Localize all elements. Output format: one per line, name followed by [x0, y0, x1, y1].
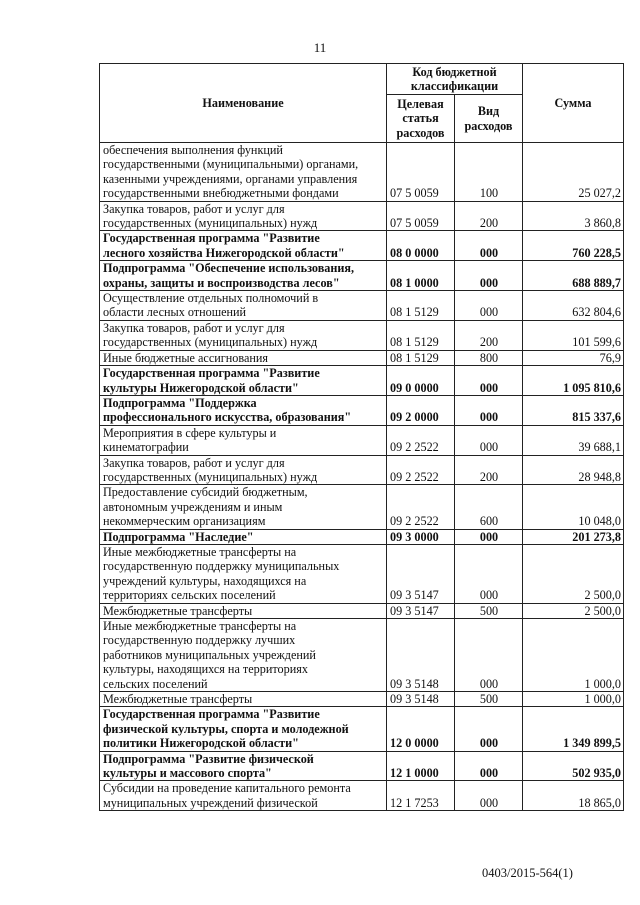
row-sum: 2 500,0: [523, 603, 624, 618]
row-expense-kind: 200: [455, 455, 523, 485]
header-expense-kind: Вид расходов: [455, 95, 523, 143]
row-name: Межбюджетные трансферты: [100, 692, 387, 707]
row-expense-kind: 500: [455, 603, 523, 618]
table-row: [100, 231, 624, 261]
row-name: Подпрограмма "Развитие физической культуры и массового спорта": [100, 751, 387, 781]
row-expense-kind: 100: [455, 143, 523, 202]
row-sum: 1 349 899,5: [523, 707, 624, 751]
row-sum: 76,9: [523, 350, 624, 365]
header-budget-code: Код бюджетной классификации: [387, 64, 523, 95]
table-row: [100, 366, 624, 396]
table-row: [100, 350, 624, 365]
row-target-article: 12 1 0000: [387, 751, 455, 781]
table-row: [100, 751, 624, 781]
row-expense-kind: 000: [455, 366, 523, 396]
row-sum: 2 500,0: [523, 544, 624, 603]
row-sum: 10 048,0: [523, 485, 624, 529]
row-name: Государственная программа "Развитие культуры Нижегородской области": [100, 366, 387, 396]
row-sum: 3 860,8: [523, 201, 624, 231]
row-expense-kind: 200: [455, 320, 523, 350]
row-target-article: 09 3 5147: [387, 544, 455, 603]
table-row: [100, 603, 624, 618]
table-row: [100, 320, 624, 350]
row-expense-kind: 000: [455, 529, 523, 544]
row-name: Иные межбюджетные трансферты на государственную поддержку лучших работников муниципальных учреждений культуры, находящихся на территориях сельских поселений: [100, 619, 387, 692]
row-sum: 688 889,7: [523, 261, 624, 291]
row-expense-kind: 000: [455, 425, 523, 455]
budget-table-body: [100, 143, 624, 811]
row-target-article: 12 1 7253: [387, 781, 455, 811]
table-row: [100, 781, 624, 811]
table-row: [100, 291, 624, 321]
row-expense-kind: 000: [455, 544, 523, 603]
row-name: Закупка товаров, работ и услуг для государственных (муниципальных) нужд: [100, 201, 387, 231]
row-expense-kind: 500: [455, 692, 523, 707]
row-sum: 1 000,0: [523, 692, 624, 707]
table-row: [100, 425, 624, 455]
row-sum: 39 688,1: [523, 425, 624, 455]
row-name: Закупка товаров, работ и услуг для государственных (муниципальных) нужд: [100, 455, 387, 485]
row-sum: 815 337,6: [523, 395, 624, 425]
row-name: Закупка товаров, работ и услуг для государственных (муниципальных) нужд: [100, 320, 387, 350]
table-row: [100, 395, 624, 425]
table-row: [100, 544, 624, 603]
row-name: Межбюджетные трансферты: [100, 603, 387, 618]
table-row: [100, 261, 624, 291]
row-target-article: 09 2 2522: [387, 455, 455, 485]
table-row: [100, 485, 624, 529]
row-name: Осуществление отдельных полномочий в области лесных отношений: [100, 291, 387, 321]
header-target-article: Целевая статья расходов: [387, 95, 455, 143]
row-expense-kind: 000: [455, 261, 523, 291]
table-row: [100, 201, 624, 231]
row-target-article: 09 0 0000: [387, 366, 455, 396]
row-target-article: 09 2 0000: [387, 395, 455, 425]
table-row: [100, 143, 624, 202]
header-name: Наименование: [100, 64, 387, 143]
row-target-article: 09 3 5148: [387, 692, 455, 707]
header-sum: Сумма: [523, 64, 624, 143]
row-expense-kind: 000: [455, 395, 523, 425]
row-sum: 760 228,5: [523, 231, 624, 261]
row-target-article: 08 0 0000: [387, 231, 455, 261]
row-expense-kind: 000: [455, 751, 523, 781]
table-row: [100, 455, 624, 485]
row-target-article: 12 0 0000: [387, 707, 455, 751]
row-target-article: 08 1 5129: [387, 320, 455, 350]
row-sum: 25 027,2: [523, 143, 624, 202]
row-expense-kind: 000: [455, 291, 523, 321]
table-row: [100, 692, 624, 707]
row-target-article: 08 1 0000: [387, 261, 455, 291]
row-sum: 1 095 810,6: [523, 366, 624, 396]
table-row: [100, 619, 624, 692]
row-name: Субсидии на проведение капитального ремонта муниципальных учреждений физической: [100, 781, 387, 811]
budget-table: [99, 63, 624, 811]
row-name: Государственная программа "Развитие физической культуры, спорта и молодежной политики Нижегородской области": [100, 707, 387, 751]
row-sum: 1 000,0: [523, 619, 624, 692]
table-row: [100, 707, 624, 751]
row-target-article: 09 3 5148: [387, 619, 455, 692]
row-expense-kind: 800: [455, 350, 523, 365]
row-target-article: 08 1 5129: [387, 291, 455, 321]
row-expense-kind: 000: [455, 619, 523, 692]
row-name: Подпрограмма "Поддержка профессионального искусства, образования": [100, 395, 387, 425]
document-code: 0403/2015-564(1): [482, 866, 573, 880]
row-name: Предоставление субсидий бюджетным, автономным учреждениям и иным некоммерческим организациям: [100, 485, 387, 529]
row-target-article: 09 3 0000: [387, 529, 455, 544]
row-name: Иные бюджетные ассигнования: [100, 350, 387, 365]
page-number: 11: [313, 40, 327, 55]
row-target-article: 08 1 5129: [387, 350, 455, 365]
row-expense-kind: 000: [455, 707, 523, 751]
row-expense-kind: 000: [455, 231, 523, 261]
row-expense-kind: 600: [455, 485, 523, 529]
row-sum: 201 273,8: [523, 529, 624, 544]
row-name: Подпрограмма "Наследие": [100, 529, 387, 544]
row-target-article: 09 3 5147: [387, 603, 455, 618]
row-name: обеспечения выполнения функций государственными (муниципальными) органами, казенными учреждениями, органами управления государственными внебюджетными фондами: [100, 143, 387, 202]
row-expense-kind: 200: [455, 201, 523, 231]
row-name: Иные межбюджетные трансферты на государственную поддержку муниципальных учреждений культуры, находящихся на территориях сельских поселений: [100, 544, 387, 603]
row-sum: 101 599,6: [523, 320, 624, 350]
row-sum: 502 935,0: [523, 751, 624, 781]
row-name: Подпрограмма "Обеспечение использования, охраны, защиты и воспроизводства лесов": [100, 261, 387, 291]
row-target-article: 07 5 0059: [387, 143, 455, 202]
row-expense-kind: 000: [455, 781, 523, 811]
row-sum: 18 865,0: [523, 781, 624, 811]
row-sum: 632 804,6: [523, 291, 624, 321]
row-name: Мероприятия в сфере культуры и кинематографии: [100, 425, 387, 455]
row-target-article: 07 5 0059: [387, 201, 455, 231]
table-row: [100, 529, 624, 544]
row-sum: 28 948,8: [523, 455, 624, 485]
row-name: Государственная программа "Развитие лесного хозяйства Нижегородской области": [100, 231, 387, 261]
row-target-article: 09 2 2522: [387, 425, 455, 455]
row-target-article: 09 2 2522: [387, 485, 455, 529]
